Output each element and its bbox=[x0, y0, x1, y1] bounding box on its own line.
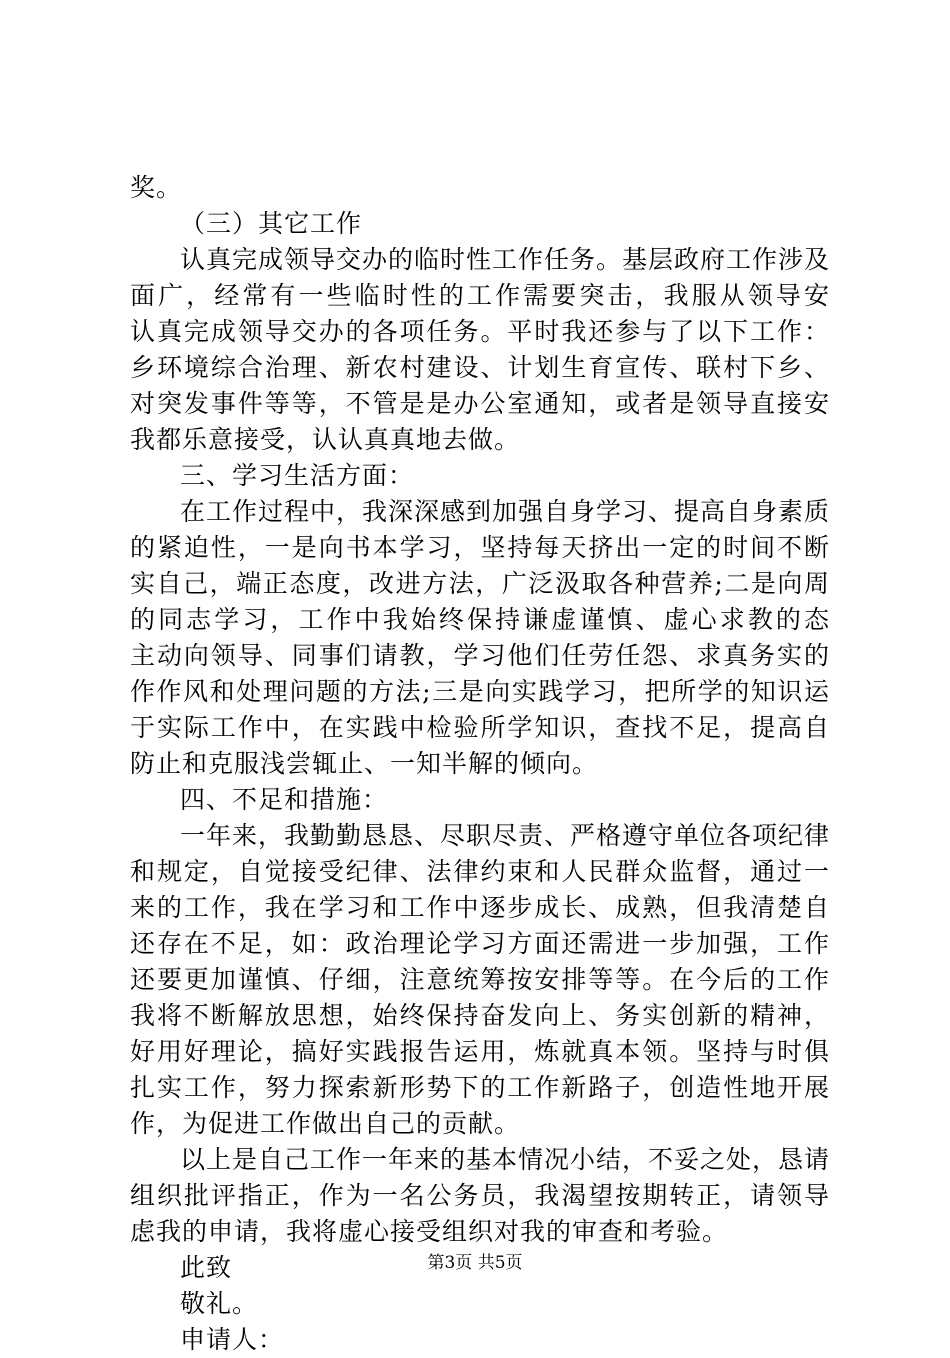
text-line: 于实际工作中，在实践中检验所学知识，查找不足，提高自 bbox=[130, 713, 830, 742]
text-line: 我都乐意接受，认认真真地去做。 bbox=[130, 425, 521, 454]
page-footer: 第3页 共5页 bbox=[427, 1253, 523, 1273]
text-line: 认真完成领导交办的临时性工作任务。基层政府工作涉及 bbox=[180, 245, 830, 274]
text-line: 作，为促进工作做出自己的贡献。 bbox=[130, 1109, 521, 1138]
text-line: 以上是自己工作一年来的基本情况小结，不妥之处，恳请 bbox=[180, 1145, 830, 1174]
text-line: 防止和克服浅尝辄止、一知半解的倾向。 bbox=[130, 749, 599, 778]
text-line: 认真完成领导交办的各项任务。平时我还参与了以下工作： bbox=[130, 317, 830, 346]
text-line: 来的工作，我在学习和工作中逐步成长、成熟，但我清楚自 bbox=[130, 893, 830, 922]
text-line: 我将不断解放思想，始终保持奋发向上、务实创新的精神， bbox=[130, 1001, 830, 1030]
text-line: （三）其它工作 bbox=[180, 209, 363, 238]
text-line: 的紧迫性，一是向书本学习，坚持每天挤出一定的时间不断 bbox=[130, 533, 830, 562]
text-line: 主动向领导、同事们请教，学习他们任劳任怨、求真务实的 bbox=[130, 641, 830, 670]
text-line: 实自己，端正态度，改进方法，广泛汲取各种营养;二是向周 bbox=[130, 569, 830, 598]
text-line: 虑我的申请，我将虚心接受组织对我的审查和考验。 bbox=[130, 1217, 729, 1246]
text-line: 此致 bbox=[180, 1253, 233, 1282]
text-line: 申请人： bbox=[180, 1325, 285, 1354]
text-line: 乡环境综合治理、新农村建设、计划生育宣传、联村下乡、 bbox=[130, 353, 830, 382]
text-line: 组织批评指正，作为一名公务员，我渴望按期转正，请领导 bbox=[130, 1181, 830, 1210]
text-line: 面广，经常有一些临时性的工作需要突击，我服从领导安 bbox=[130, 281, 830, 310]
text-line: 还存在不足，如：政治理论学习方面还需进一步加强，工作 bbox=[130, 929, 830, 958]
text-line: 好用好理论，搞好实践报告运用，炼就真本领。坚持与时俱 bbox=[130, 1037, 830, 1066]
text-line: 扎实工作，努力探索新形势下的工作新路子，创造性地开展 bbox=[130, 1073, 830, 1102]
text-line: 一年来，我勤勤恳恳、尽职尽责、严格遵守单位各项纪律 bbox=[180, 821, 830, 850]
text-line: 对突发事件等等，不管是是办公室通知，或者是领导直接安 bbox=[130, 389, 830, 418]
text-line: 的同志学习，工作中我始终保持谦虚谨慎、虚心求教的态 bbox=[130, 605, 830, 634]
text-line: 四、不足和措施： bbox=[180, 785, 389, 814]
text-line: 在工作过程中，我深深感到加强自身学习、提高自身素质 bbox=[180, 497, 830, 526]
text-line: 还要更加谨慎、仔细，注意统筹按安排等等。在今后的工作 bbox=[130, 965, 830, 994]
text-line: 奖。 bbox=[130, 173, 183, 202]
text-line: 作作风和处理问题的方法;三是向实践学习，把所学的知识运 bbox=[130, 677, 830, 706]
text-line: 三、学习生活方面： bbox=[180, 461, 415, 490]
text-line: 和规定，自觉接受纪律、法律约束和人民群众监督，通过一 bbox=[130, 857, 830, 886]
text-line: 敬礼。 bbox=[180, 1289, 259, 1318]
document-body bbox=[130, 170, 830, 1358]
